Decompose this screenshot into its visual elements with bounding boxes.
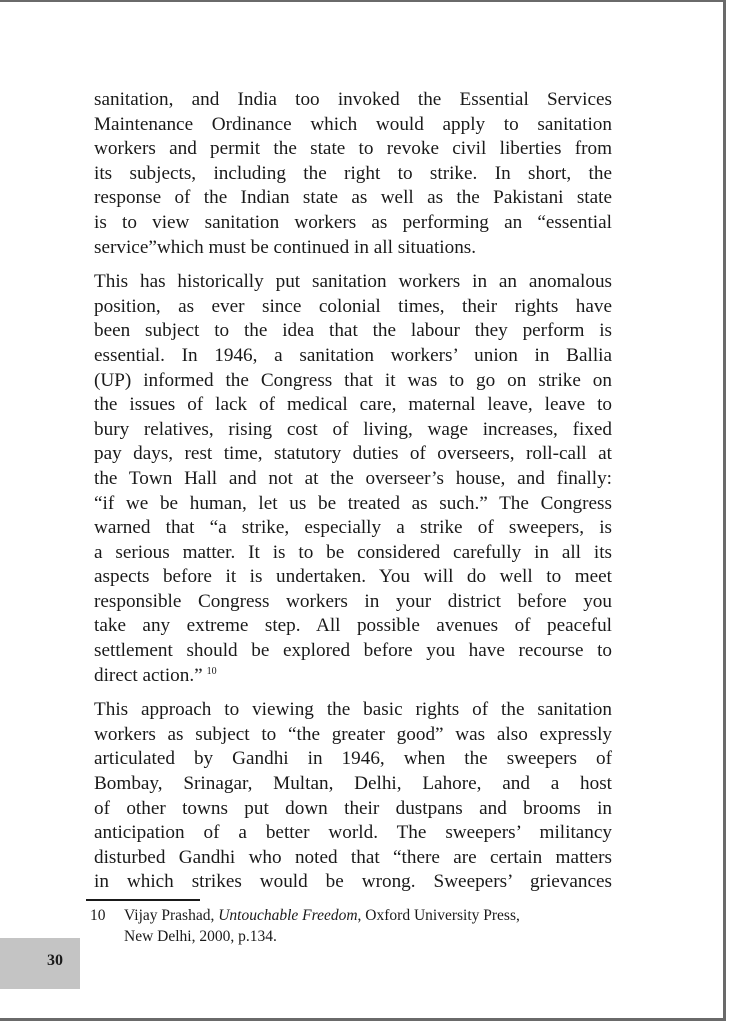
footnote-number: 10	[90, 907, 106, 924]
text-line: its subjects, including the right to strike. In short, the	[94, 162, 612, 184]
text-line-content: direct action.”	[94, 664, 203, 686]
text-line: settlement should be explored before you have recourse to	[94, 640, 612, 662]
text-line: response of the Indian state as well as the Pakistani state	[94, 187, 612, 209]
footnote-publication-details: New Delhi, 2000, p.134.	[124, 928, 277, 945]
text-line: Maintenance Ordinance which would apply to sanitation	[94, 113, 612, 135]
footnote-book-title: Untouchable Freedom	[218, 907, 358, 924]
text-line: disturbed Gandhi who noted that “there are certain matters	[94, 846, 612, 868]
text-line: Bombay, Srinagar, Multan, Delhi, Lahore, and a host	[94, 773, 612, 795]
text-line: anticipation of a better world. The sweepers’ militancy	[94, 822, 612, 844]
text-line: workers as subject to “the greater good” was also expressly	[94, 723, 612, 745]
footnote-reference[interactable]: 10	[206, 665, 217, 677]
paragraph-1	[94, 88, 612, 260]
text-line: sanitation, and India too invoked the Essential Services	[94, 89, 612, 110]
text-line: is to view sanitation workers as performing an “essential	[94, 211, 612, 233]
footnote-divider	[86, 899, 200, 901]
text-line: This has historically put sanitation workers in an anomalous	[94, 271, 612, 293]
footnote-author: Vijay Prashad,	[124, 907, 219, 924]
footnote-text	[124, 905, 590, 947]
page-number-tab	[0, 938, 80, 989]
text-line: take any extreme step. All possible avenues of peaceful	[94, 615, 612, 637]
text-line: of other towns put down their dustpans and brooms in	[94, 797, 612, 819]
text-line: aspects before it is undertaken. You will do well to meet	[94, 566, 612, 588]
text-line: pay days, rest time, statutory duties of overseers, roll-call at	[94, 443, 612, 465]
text-line: service”which must be continued in all situations.	[94, 236, 477, 258]
text-line: been subject to the idea that the labour they perform is	[94, 320, 612, 342]
text-line: (UP) informed the Congress that it was to go on strike on	[94, 369, 612, 391]
page-number: 30	[47, 952, 63, 969]
text-line: the issues of lack of medical care, maternal leave, leave to	[94, 394, 612, 416]
text-line: “if we be human, let us be treated as such.” The Congress	[94, 492, 612, 514]
footnote	[90, 905, 590, 947]
text-line	[94, 664, 612, 689]
text-line: responsible Congress workers in your district before you	[94, 590, 612, 612]
text-line: articulated by Gandhi in 1946, when the sweepers of	[94, 748, 612, 770]
text-line: a serious matter. It is to be considered carefully in all its	[94, 541, 612, 563]
footnote-publisher: , Oxford University Press,	[357, 907, 520, 924]
text-line: This approach to viewing the basic rights of the sanitation	[94, 699, 612, 721]
text-line: bury relatives, rising cost of living, wage increases, fixed	[94, 418, 612, 440]
text-line: in which strikes would be wrong. Sweepers’ grievances	[94, 871, 612, 893]
paragraph-3	[94, 698, 612, 895]
text-line: workers and permit the state to revoke civil liberties from	[94, 138, 612, 160]
text-line: essential. In 1946, a sanitation workers’ union in Ballia	[94, 344, 612, 366]
paragraph-2	[94, 270, 612, 688]
text-line: position, as ever since colonial times, their rights have	[94, 295, 612, 317]
text-line: warned that “a strike, especially a strike of sweepers, is	[94, 517, 612, 539]
body-text	[94, 88, 612, 905]
text-line: the Town Hall and not at the overseer’s house, and finally:	[94, 467, 612, 489]
